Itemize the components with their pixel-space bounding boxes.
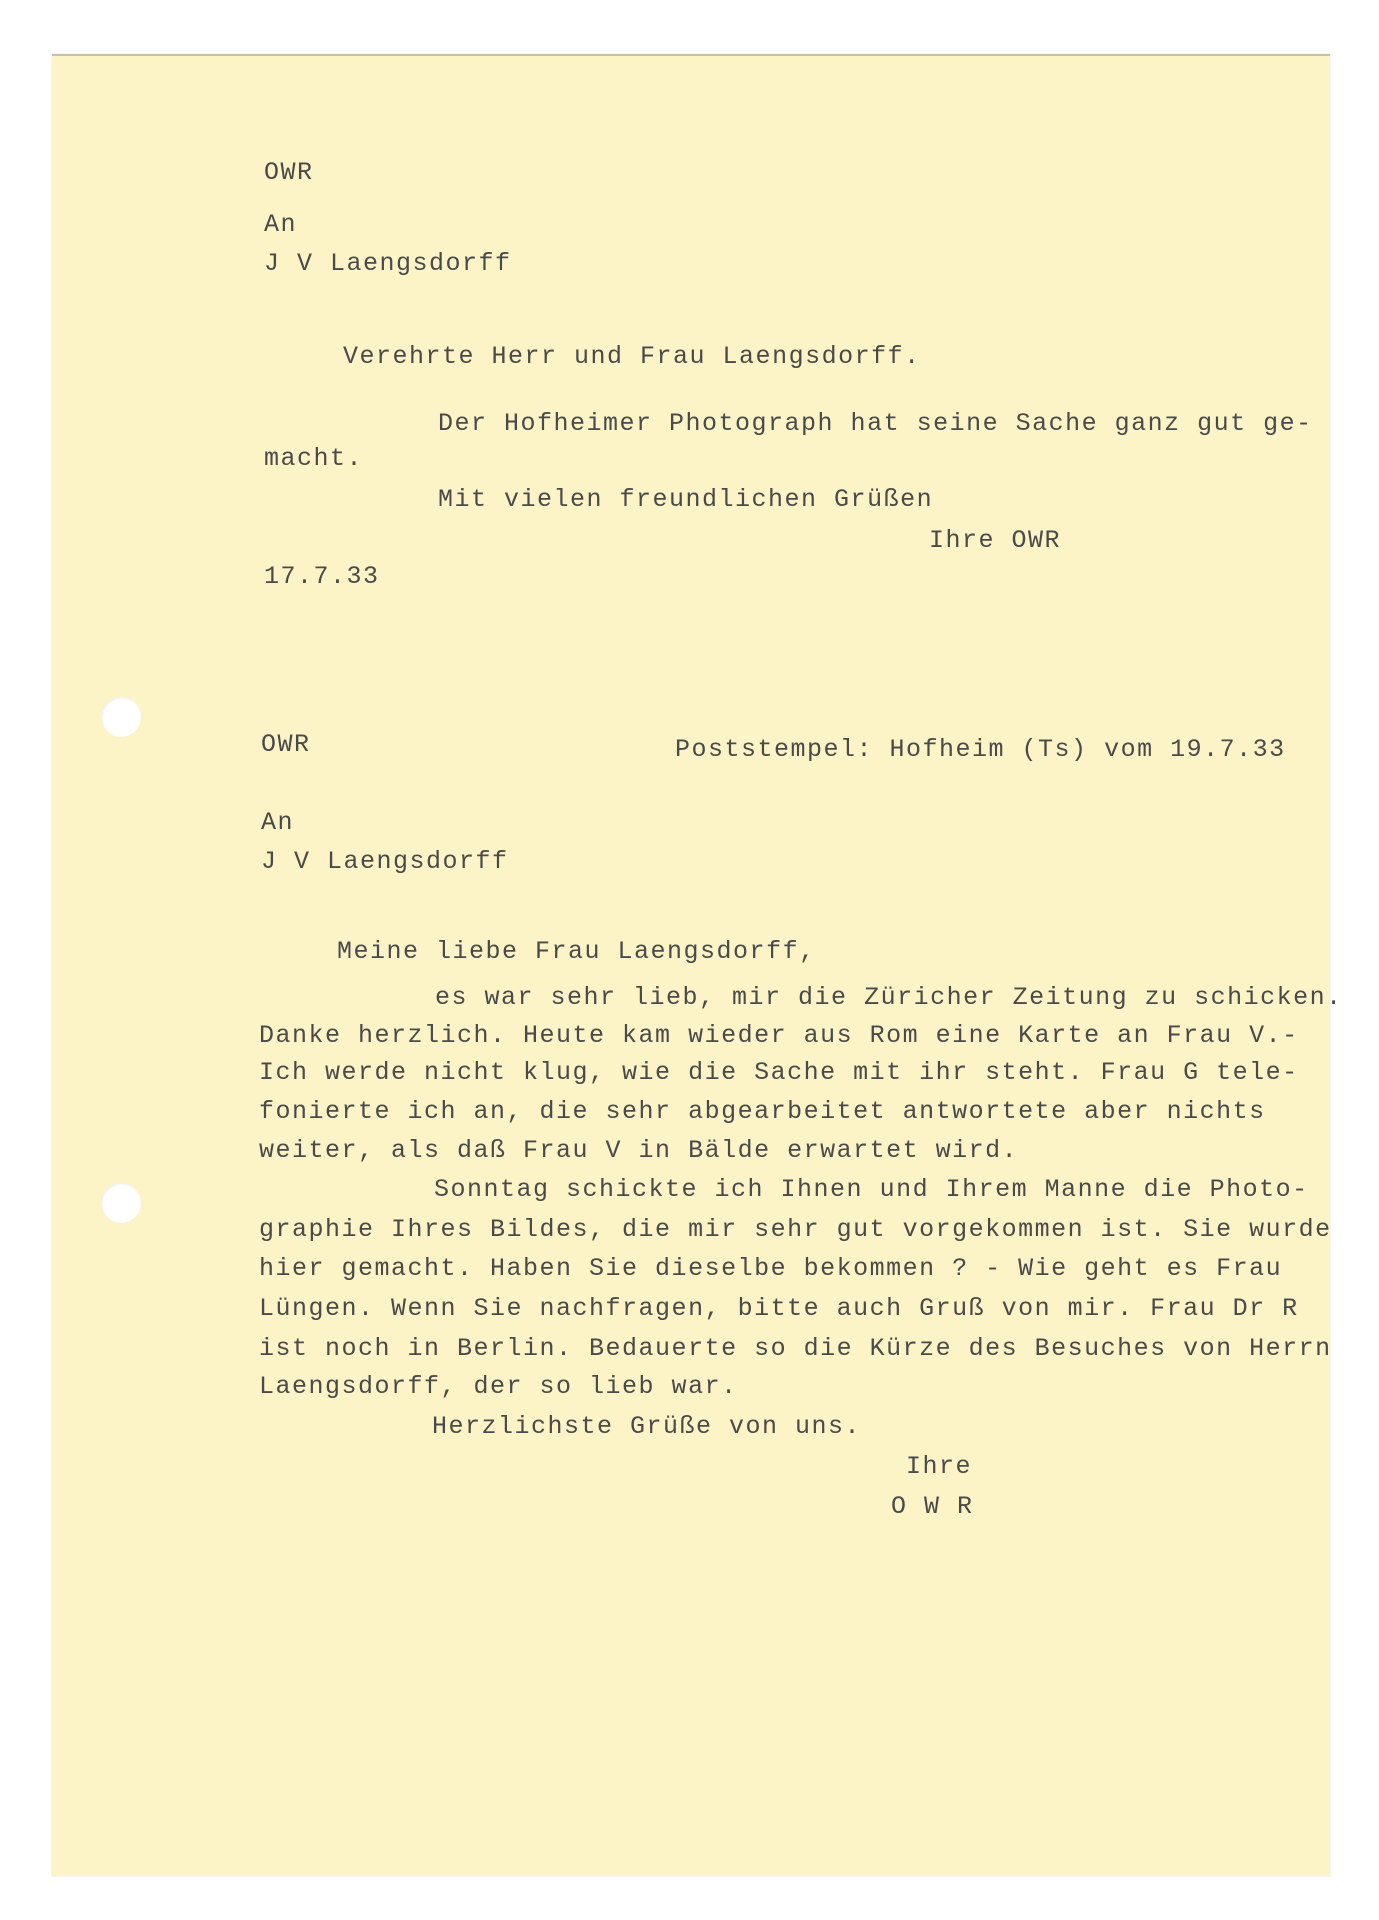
- letter2-body-line: graphie Ihres Bildes, die mir sehr gut vorgekommen ist. Sie wurde: [259, 1215, 1332, 1244]
- letter2-body-line: weiter, als daß Frau V in Bälde erwartet wird.: [259, 1136, 1019, 1165]
- letter2-signature-ihre: Ihre: [906, 1452, 973, 1481]
- letter2-body-line: es war sehr lieb, mir die Züricher Zeitung zu schicken.: [435, 983, 1343, 1012]
- letter1-body-line: Der Hofheimer Photograph hat seine Sache ganz gut ge-: [438, 409, 1313, 438]
- letter1-to-label: An: [264, 210, 298, 239]
- punch-hole-bottom: [101, 1183, 141, 1223]
- punch-hole-top: [101, 697, 141, 737]
- letter1-sender: OWR: [264, 158, 314, 187]
- letter1-body-line: macht.: [264, 444, 364, 473]
- letter1-salutation: Verehrte Herr und Frau Laengsdorff.: [343, 342, 921, 371]
- letter1-signature: Ihre OWR: [929, 526, 1062, 555]
- letter2-salutation: Meine liebe Frau Laengsdorff,: [337, 937, 816, 966]
- letter2-body-line: Laengsdorff, der so lieb war.: [259, 1372, 738, 1401]
- letter2-signature-owr: O W R: [891, 1492, 974, 1521]
- letter1-date: 17.7.33: [264, 562, 380, 591]
- letter2-recipient: J V Laengsdorff: [261, 847, 509, 876]
- letter2-body-line: ist noch in Berlin. Bedauerte so die Kürze des Besuches von Herrn: [259, 1334, 1332, 1363]
- letter2-body-line: Danke herzlich. Heute kam wieder aus Rom eine Karte an Frau V.-: [259, 1021, 1299, 1050]
- letter2-body-line: Sonntag schickte ich Ihnen und Ihrem Manne die Photo-: [434, 1175, 1309, 1204]
- letter2-body-line: Lüngen. Wenn Sie nachfragen, bitte auch Gruß von mir. Frau Dr R: [259, 1294, 1299, 1323]
- letter2-body-line: hier gemacht. Haben Sie dieselbe bekommen ? - Wie geht es Frau: [259, 1254, 1283, 1283]
- letter2-postmark: Poststempel: Hofheim (Ts) vom 19.7.33: [675, 735, 1286, 764]
- letter2-to-label: An: [261, 808, 295, 837]
- letter1-recipient: J V Laengsdorff: [264, 249, 512, 278]
- letter2-sender: OWR: [261, 730, 311, 759]
- letter2-body-line: Ich werde nicht klug, wie die Sache mit ihr steht. Frau G tele-: [259, 1058, 1299, 1087]
- letter2-body-line: fonierte ich an, die sehr abgearbeitet antwortete aber nichts: [259, 1097, 1266, 1126]
- letter2-closing: Herzlichste Grüße von uns.: [432, 1412, 862, 1441]
- letter1-closing: Mit vielen freundlichen Grüßen: [438, 485, 934, 514]
